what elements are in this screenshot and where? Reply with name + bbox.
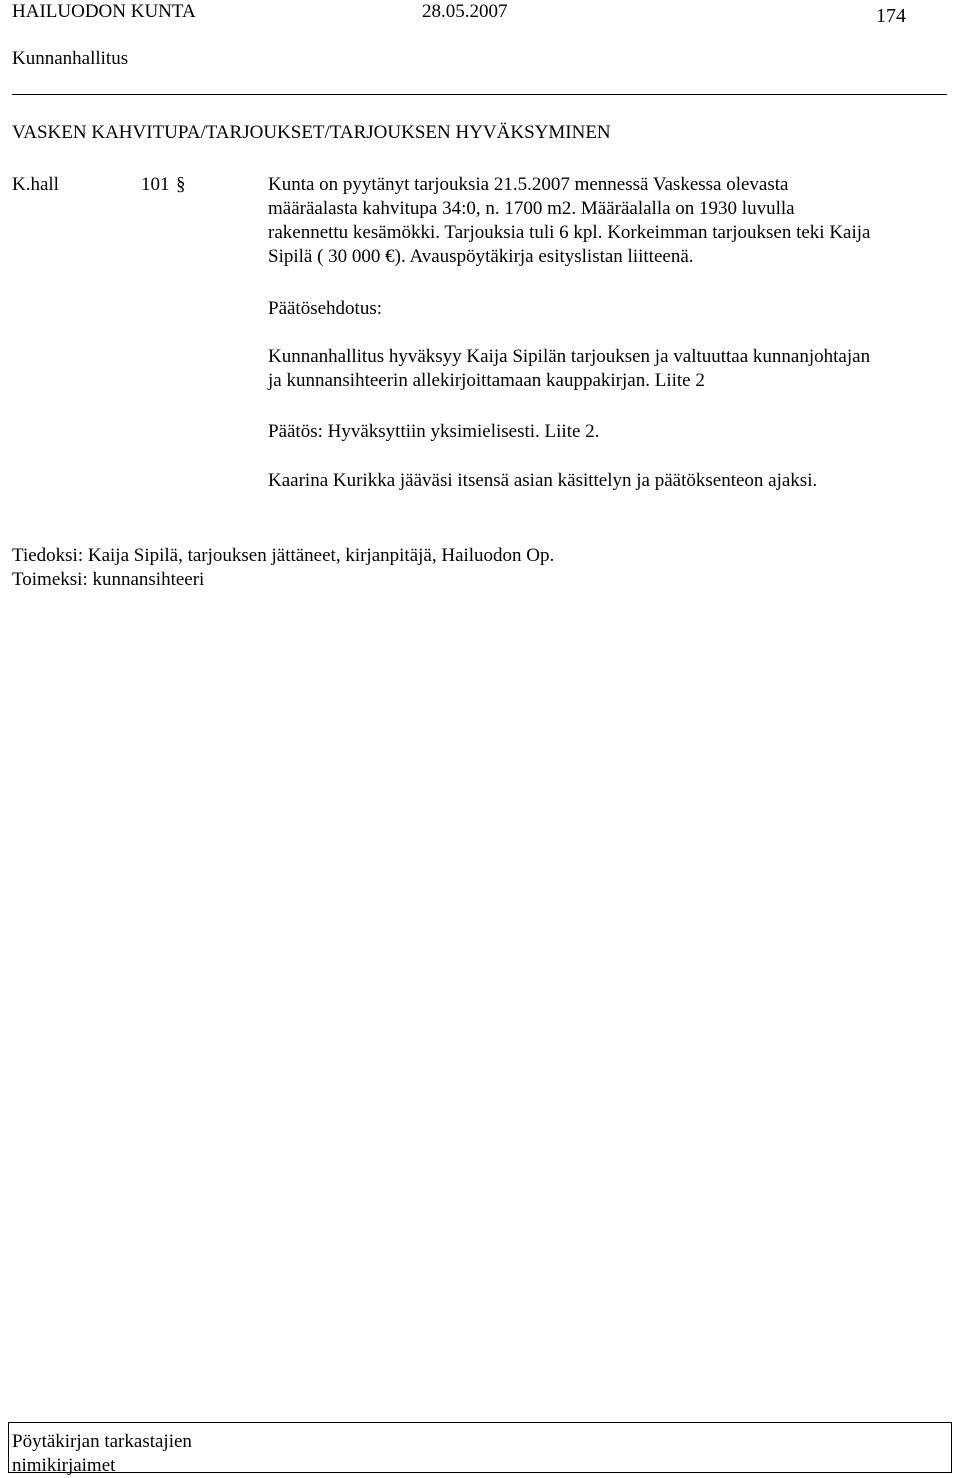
distribution-info: Tiedoksi: Kaija Sipilä, tarjouksen jättäneet, kirjanpitäjä, Hailuodon Op.	[12, 545, 555, 566]
description-line: rakennettu kesämökki. Tarjouksia tuli 6 kpl. Korkeimman tarjouksen teki Kaija	[268, 222, 871, 243]
footer-line: nimikirjaimet	[12, 1455, 116, 1476]
description-line: Kunta on pyytänyt tarjouksia 21.5.2007 mennessä Vaskessa olevasta	[268, 174, 789, 195]
section-symbol: §	[176, 174, 186, 195]
item-ref-number: 101	[141, 174, 170, 195]
description-line: Sipilä ( 30 000 €). Avauspöytäkirja esityslistan liitteenä.	[268, 246, 694, 267]
item-ref-body: K.hall	[12, 174, 59, 195]
meeting-date: 28.05.2007	[422, 1, 508, 22]
organization-name: HAILUODON KUNTA	[12, 1, 196, 22]
proposal-label: Päätösehdotus:	[268, 298, 382, 319]
distribution-action: Toimeksi: kunnansihteeri	[12, 569, 205, 590]
header-divider	[12, 94, 947, 95]
body-name: Kunnanhallitus	[12, 48, 129, 69]
proposal-line: Kunnanhallitus hyväksyy Kaija Sipilän tarjouksen ja valtuuttaa kunnanjohtajan	[268, 346, 871, 367]
description-line: määräalasta kahvitupa 34:0, n. 1700 m2. Määräalalla on 1930 luvulla	[268, 198, 795, 219]
item-title: VASKEN KAHVITUPA/TARJOUKSET/TARJOUKSEN HYVÄKSYMINEN	[12, 122, 611, 143]
disqualification-text: Kaarina Kurikka jääväsi itsensä asian käsittelyn ja päätöksenteon ajaksi.	[268, 470, 818, 491]
footer-line: Pöytäkirjan tarkastajien	[12, 1431, 192, 1452]
page-number: 174	[876, 5, 906, 27]
proposal-line: ja kunnansihteerin allekirjoittamaan kauppakirjan. Liite 2	[268, 370, 705, 391]
decision-text: Päätös: Hyväksyttiin yksimielisesti. Liite 2.	[268, 421, 600, 442]
signature-box-label	[12, 1430, 192, 1478]
